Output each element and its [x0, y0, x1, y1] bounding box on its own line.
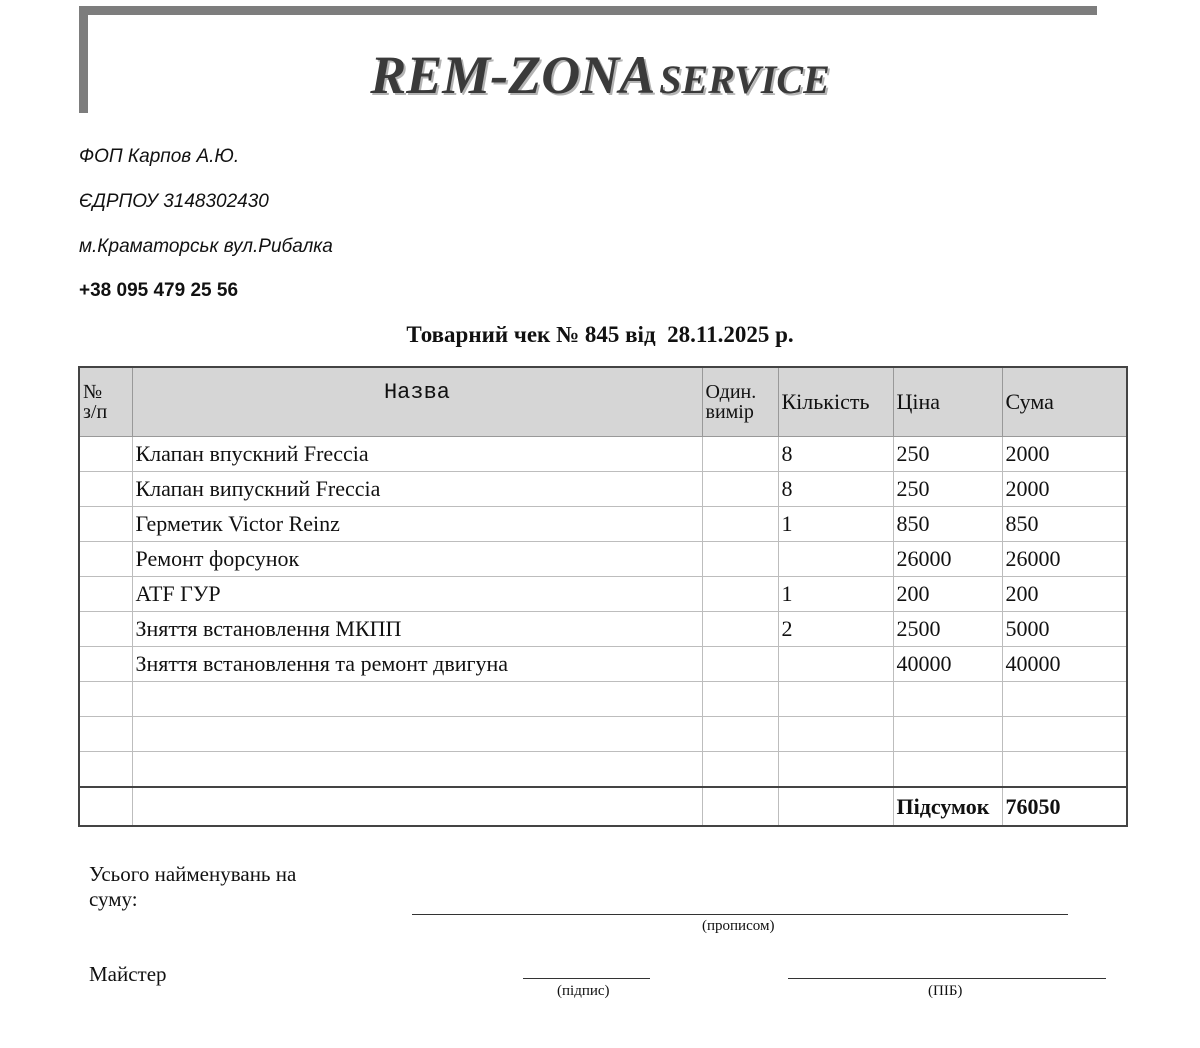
cell-sum: 850	[1002, 507, 1127, 542]
total-items-line1: Усього найменувань на	[89, 862, 297, 886]
items-table	[78, 366, 1128, 827]
table-row	[79, 647, 1127, 682]
table-row	[79, 682, 1127, 717]
cell-num	[79, 472, 132, 507]
cell-price	[893, 682, 1002, 717]
table-row	[79, 507, 1127, 542]
table-row	[79, 472, 1127, 507]
header-unit-line1: Один.	[705, 381, 757, 403]
cell-unit	[702, 612, 778, 647]
cell-num	[79, 577, 132, 612]
name-caption: (ПІБ)	[928, 983, 963, 999]
cell-num	[79, 752, 132, 788]
cell-qty: 1	[778, 577, 893, 612]
header-number-line1: №	[83, 381, 103, 403]
cell-unit	[702, 717, 778, 752]
receipt-title: Товарний чек № 845 від 28.11.2025 р.	[406, 322, 794, 347]
company-phone: +38 095 479 25 56	[79, 280, 239, 301]
cell-name: Герметик Victor Reinz	[132, 507, 702, 542]
table-row	[79, 612, 1127, 647]
cell-num	[79, 507, 132, 542]
brand-main: REM-ZONA	[370, 45, 656, 105]
cell-sum	[1002, 717, 1127, 752]
total-empty-cell	[702, 787, 778, 826]
cell-name: ATF ГУР	[132, 577, 702, 612]
cell-name: Клапан випускний Freccia	[132, 472, 702, 507]
table-row	[79, 542, 1127, 577]
table-header-row	[79, 367, 1127, 437]
total-empty-cell	[79, 787, 132, 826]
cell-sum: 26000	[1002, 542, 1127, 577]
cell-qty	[778, 542, 893, 577]
brand-logo	[0, 44, 1200, 106]
company-edrpou: ЄДРПОУ 3148302430	[79, 191, 269, 212]
cell-unit	[702, 472, 778, 507]
header-price: Ціна	[893, 367, 1002, 437]
cell-sum: 200	[1002, 577, 1127, 612]
table-row	[79, 717, 1127, 752]
cell-price: 200	[893, 577, 1002, 612]
cell-qty	[778, 682, 893, 717]
table-row	[79, 752, 1127, 788]
header-name: Назва	[132, 367, 702, 437]
total-items-line2: суму:	[89, 887, 138, 911]
cell-unit	[702, 682, 778, 717]
cell-price	[893, 717, 1002, 752]
total-label: Підсумок	[893, 787, 1002, 826]
cell-sum	[1002, 752, 1127, 788]
cell-price: 250	[893, 437, 1002, 472]
cell-qty: 8	[778, 472, 893, 507]
cell-unit	[702, 752, 778, 788]
total-empty-cell	[778, 787, 893, 826]
cell-qty: 2	[778, 612, 893, 647]
header-qty: Кількість	[778, 367, 893, 437]
company-owner: ФОП Карпов А.Ю.	[79, 146, 240, 167]
cell-qty: 8	[778, 437, 893, 472]
cell-name: Зняття встановлення та ремонт двигуна	[132, 647, 702, 682]
header-unit	[702, 367, 778, 437]
cell-name	[132, 752, 702, 788]
amount-in-words-line	[412, 914, 1068, 915]
total-value: 76050	[1002, 787, 1127, 826]
cell-price: 2500	[893, 612, 1002, 647]
cell-num	[79, 437, 132, 472]
cell-name: Зняття встановлення МКПП	[132, 612, 702, 647]
signature-caption: (підпис)	[557, 983, 610, 999]
company-address: м.Краматорськ вул.Рибалка	[79, 236, 333, 257]
header-sum: Сума	[1002, 367, 1127, 437]
cell-unit	[702, 542, 778, 577]
cell-qty	[778, 717, 893, 752]
cell-num	[79, 612, 132, 647]
master-label: Майстер	[89, 962, 167, 986]
cell-num	[79, 647, 132, 682]
cell-num	[79, 717, 132, 752]
cell-unit	[702, 647, 778, 682]
cell-unit	[702, 577, 778, 612]
cell-sum: 2000	[1002, 437, 1127, 472]
full-name-line	[788, 978, 1106, 979]
cell-num	[79, 542, 132, 577]
total-items-label	[89, 862, 296, 912]
cell-name	[132, 682, 702, 717]
cell-price	[893, 752, 1002, 788]
total-empty-cell	[132, 787, 702, 826]
table-row	[79, 437, 1127, 472]
cell-price: 40000	[893, 647, 1002, 682]
total-row	[79, 787, 1127, 826]
cell-name: Ремонт форсунок	[132, 542, 702, 577]
header-number-line2: з/п	[83, 401, 108, 423]
cell-price: 26000	[893, 542, 1002, 577]
decorative-top-bar	[79, 6, 1097, 15]
cell-price: 250	[893, 472, 1002, 507]
cell-num	[79, 682, 132, 717]
cell-name: Клапан впускний Freccia	[132, 437, 702, 472]
cell-unit	[702, 437, 778, 472]
brand-sub: SERVICE	[659, 57, 830, 102]
table-row	[79, 577, 1127, 612]
cell-qty: 1	[778, 507, 893, 542]
header-unit-line2: вимір	[705, 401, 754, 423]
header-number	[79, 367, 132, 437]
cell-unit	[702, 507, 778, 542]
in-words-caption: (прописом)	[702, 918, 775, 934]
cell-qty	[778, 647, 893, 682]
cell-price: 850	[893, 507, 1002, 542]
cell-sum: 2000	[1002, 472, 1127, 507]
cell-qty	[778, 752, 893, 788]
cell-sum: 5000	[1002, 612, 1127, 647]
cell-sum	[1002, 682, 1127, 717]
signature-line	[523, 978, 650, 979]
cell-sum: 40000	[1002, 647, 1127, 682]
cell-name	[132, 717, 702, 752]
